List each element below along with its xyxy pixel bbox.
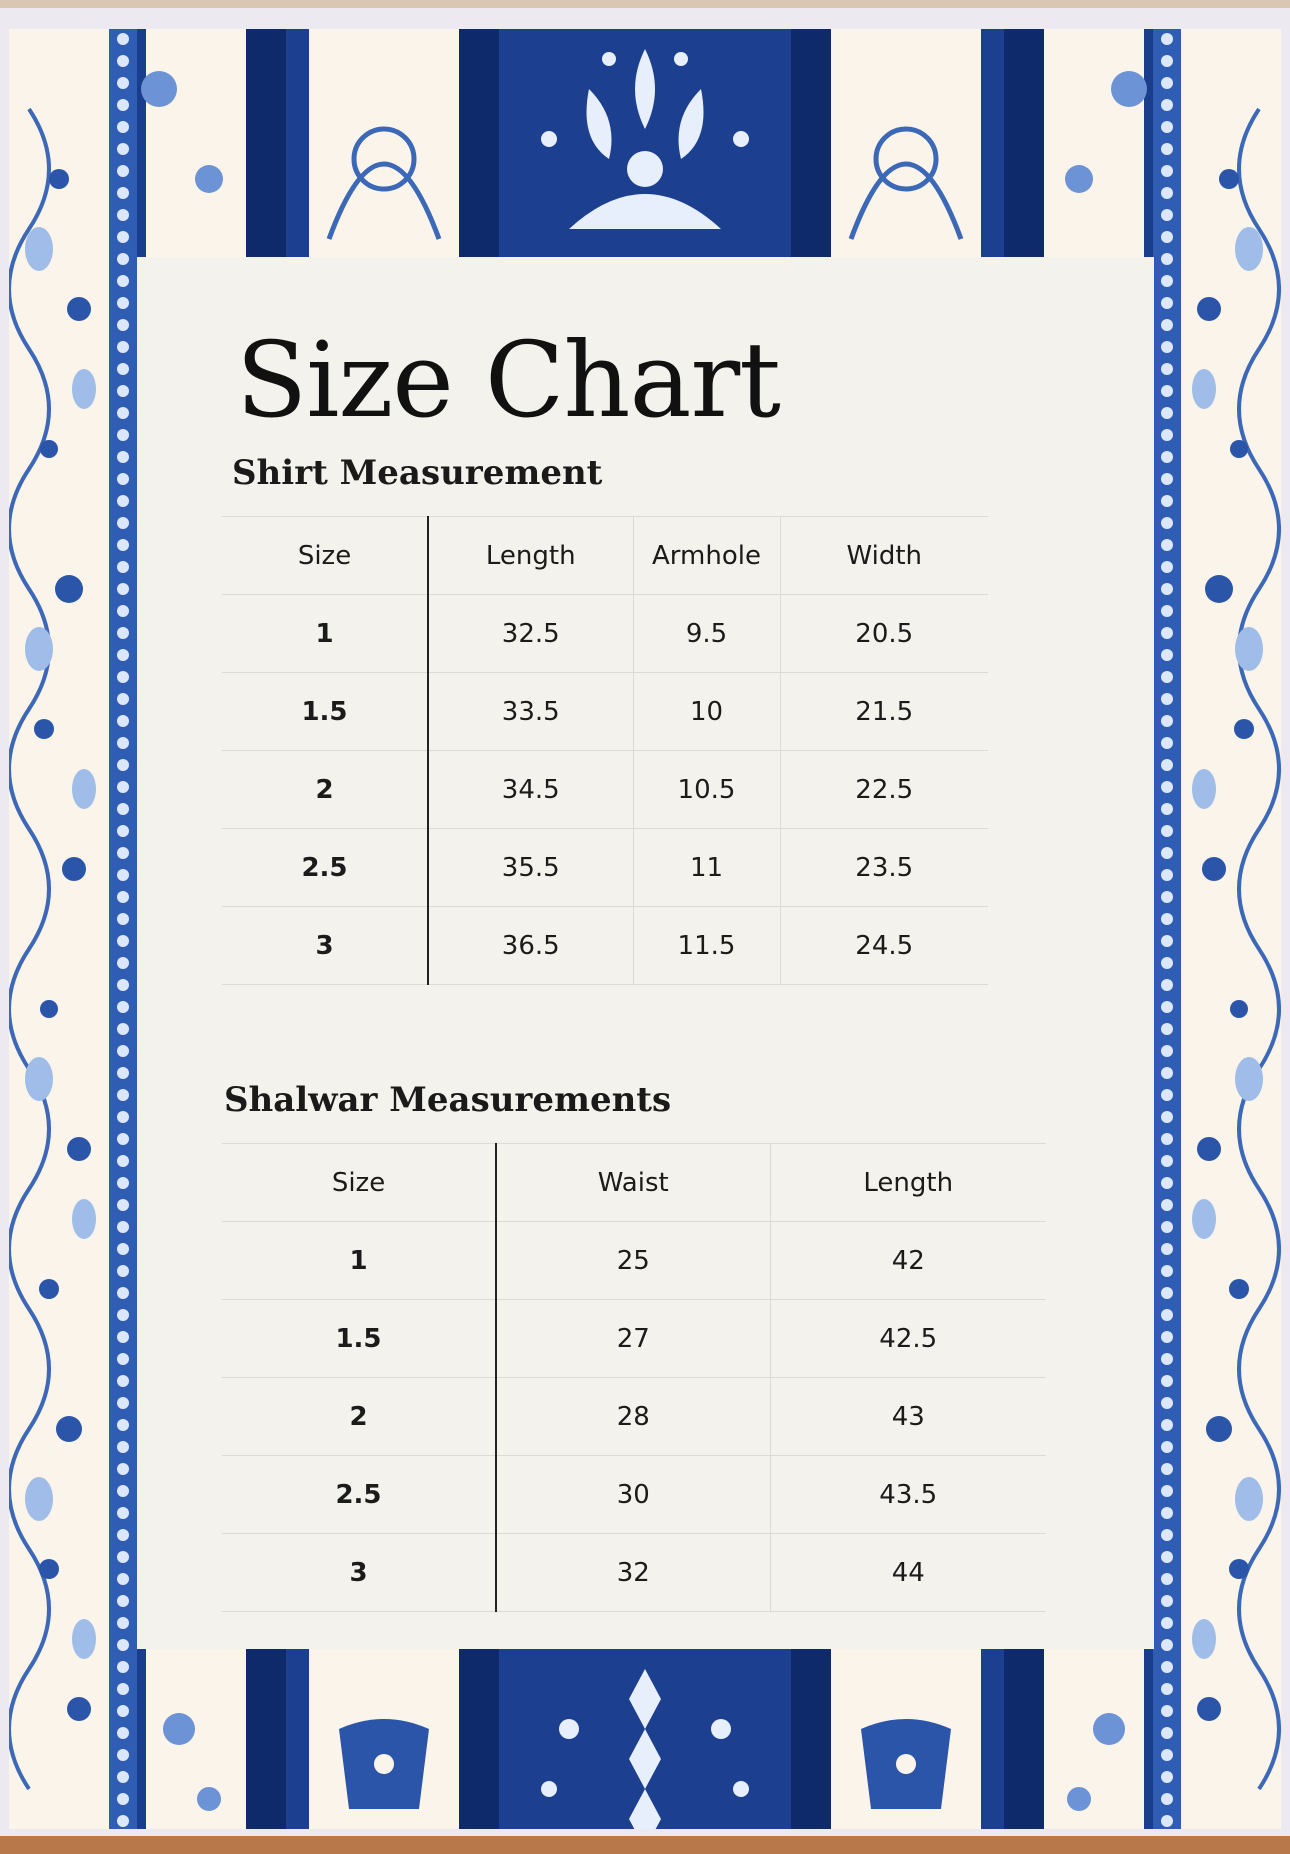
bead-dot xyxy=(117,165,129,177)
column-header: Armhole xyxy=(633,517,780,595)
bead-dot xyxy=(117,715,129,727)
bead-dot xyxy=(1161,1639,1173,1651)
bead-dot xyxy=(1161,1221,1173,1233)
shirt-measurement-table xyxy=(222,516,988,985)
bead-dot xyxy=(1161,1199,1173,1211)
bead-dot xyxy=(117,1243,129,1255)
size-cell: 1.5 xyxy=(222,673,428,751)
bead-dot xyxy=(1161,957,1173,969)
bead-dot xyxy=(117,1683,129,1695)
value-cell: 36.5 xyxy=(428,907,633,985)
bead-dot xyxy=(1161,627,1173,639)
value-cell: 21.5 xyxy=(780,673,988,751)
bead-dot xyxy=(1161,341,1173,353)
size-cell: 1 xyxy=(222,595,428,673)
top-floral-band xyxy=(141,29,1147,257)
bead-dot xyxy=(117,561,129,573)
bead-dot xyxy=(1161,1771,1173,1783)
bead-dot xyxy=(117,979,129,991)
column-header: Size xyxy=(222,1144,496,1222)
bead-dot xyxy=(1161,1419,1173,1431)
size-cell: 2.5 xyxy=(222,1456,496,1534)
table-row xyxy=(222,595,988,673)
size-cell: 3 xyxy=(222,907,428,985)
bead-dot xyxy=(117,1199,129,1211)
bead-dot xyxy=(1161,781,1173,793)
value-cell: 27 xyxy=(496,1300,770,1378)
bead-dot xyxy=(117,847,129,859)
value-cell: 35.5 xyxy=(428,829,633,907)
bead-dot xyxy=(1161,143,1173,155)
bead-dot xyxy=(1161,121,1173,133)
bead-dot xyxy=(117,957,129,969)
bead-dot xyxy=(1161,605,1173,617)
bead-dot xyxy=(117,341,129,353)
bead-dot xyxy=(117,1023,129,1035)
bead-dot xyxy=(1161,1507,1173,1519)
bead-dot xyxy=(117,539,129,551)
bead-dot xyxy=(1161,1749,1173,1761)
value-cell: 34.5 xyxy=(428,751,633,829)
size-cell: 2.5 xyxy=(222,829,428,907)
value-cell: 32 xyxy=(496,1534,770,1612)
bead-dot xyxy=(1161,99,1173,111)
bead-dot xyxy=(117,1265,129,1277)
size-cell: 1.5 xyxy=(222,1300,496,1378)
bead-dot xyxy=(1161,1089,1173,1101)
bead-dot xyxy=(1161,869,1173,881)
value-cell: 24.5 xyxy=(780,907,988,985)
bead-dot xyxy=(1161,407,1173,419)
table-row xyxy=(222,751,988,829)
bead-dot xyxy=(117,1529,129,1541)
bead-dot xyxy=(1161,319,1173,331)
column-header: Width xyxy=(780,517,988,595)
value-cell: 28 xyxy=(496,1378,770,1456)
bead-dot xyxy=(1161,231,1173,243)
bead-dot xyxy=(117,1727,129,1739)
bead-dot xyxy=(117,913,129,925)
shalwar-heading: Shalwar Measurements xyxy=(224,1080,672,1120)
bead-dot xyxy=(1161,209,1173,221)
bead-dot xyxy=(1161,77,1173,89)
bead-dot xyxy=(1161,1617,1173,1629)
table-row xyxy=(222,829,988,907)
bead-dot xyxy=(117,1133,129,1145)
bead-dot xyxy=(1161,803,1173,815)
value-cell: 32.5 xyxy=(428,595,633,673)
bead-dot xyxy=(117,1441,129,1453)
bead-dot xyxy=(1161,1155,1173,1167)
table-header-row xyxy=(222,517,988,595)
bead-dot xyxy=(1161,715,1173,727)
value-cell: 25 xyxy=(496,1222,770,1300)
bead-dot xyxy=(117,803,129,815)
bead-dot xyxy=(117,1177,129,1189)
value-cell: 11 xyxy=(633,829,780,907)
bead-dot xyxy=(117,209,129,221)
value-cell: 11.5 xyxy=(633,907,780,985)
bead-dot xyxy=(1161,1661,1173,1673)
value-cell: 30 xyxy=(496,1456,770,1534)
bead-dot xyxy=(117,495,129,507)
bead-dot xyxy=(117,627,129,639)
value-cell: 23.5 xyxy=(780,829,988,907)
table-row xyxy=(222,673,988,751)
bead-dot xyxy=(1161,583,1173,595)
bead-dot xyxy=(117,407,129,419)
bead-dot xyxy=(117,1397,129,1409)
bead-dot xyxy=(1161,1595,1173,1607)
bead-dot xyxy=(117,517,129,529)
bead-dot xyxy=(117,363,129,375)
bead-dot xyxy=(117,1617,129,1629)
bead-dot xyxy=(1161,473,1173,485)
bead-dot xyxy=(117,99,129,111)
bead-dot xyxy=(117,77,129,89)
bead-dot xyxy=(1161,297,1173,309)
bead-dot xyxy=(117,297,129,309)
value-cell: 20.5 xyxy=(780,595,988,673)
bead-dot xyxy=(117,33,129,45)
bead-dot xyxy=(117,1573,129,1585)
bead-dot xyxy=(117,1793,129,1805)
bead-dot xyxy=(117,583,129,595)
bead-dot xyxy=(117,1287,129,1299)
bead-dot xyxy=(117,649,129,661)
value-cell: 43 xyxy=(770,1378,1046,1456)
bead-dot xyxy=(1161,1287,1173,1299)
bead-dot xyxy=(117,473,129,485)
bead-dot xyxy=(117,1331,129,1343)
bead-dot xyxy=(117,605,129,617)
bead-dot xyxy=(1161,1001,1173,1013)
bead-dot xyxy=(1161,1265,1173,1277)
value-cell: 33.5 xyxy=(428,673,633,751)
value-cell: 10.5 xyxy=(633,751,780,829)
table-row xyxy=(222,1534,1046,1612)
bead-dot xyxy=(117,429,129,441)
bead-dot xyxy=(117,671,129,683)
bead-dot xyxy=(117,737,129,749)
bead-dot xyxy=(117,385,129,397)
bead-dot xyxy=(1161,891,1173,903)
bead-dot xyxy=(1161,253,1173,265)
bead-dot xyxy=(1161,1177,1173,1189)
bead-dot xyxy=(117,451,129,463)
bead-dot xyxy=(117,1419,129,1431)
bead-dot xyxy=(1161,451,1173,463)
bead-dot xyxy=(117,891,129,903)
bead-dot xyxy=(1161,1331,1173,1343)
bead-dot xyxy=(1161,1683,1173,1695)
bead-dot xyxy=(117,825,129,837)
bead-dot xyxy=(1161,1705,1173,1717)
bead-dot xyxy=(117,253,129,265)
bead-dot xyxy=(1161,935,1173,947)
bead-dot xyxy=(1161,1309,1173,1321)
table-row xyxy=(222,1222,1046,1300)
bead-dot xyxy=(117,1111,129,1123)
bead-dot xyxy=(117,1375,129,1387)
bead-dot xyxy=(1161,1573,1173,1585)
bead-dot xyxy=(1161,1551,1173,1563)
bead-dot xyxy=(117,275,129,287)
bead-dot xyxy=(1161,561,1173,573)
bead-dot xyxy=(1161,1727,1173,1739)
shalwar-measurement-table xyxy=(222,1143,1046,1612)
bead-dot xyxy=(1161,385,1173,397)
bead-dot xyxy=(1161,1441,1173,1453)
bead-dot xyxy=(117,1089,129,1101)
bead-dot xyxy=(117,1705,129,1717)
bead-dot xyxy=(1161,1485,1173,1497)
bead-dot xyxy=(1161,495,1173,507)
bead-dot xyxy=(1161,55,1173,67)
bead-dot xyxy=(117,319,129,331)
bead-dot xyxy=(1161,1111,1173,1123)
table-header-row xyxy=(222,1144,1046,1222)
table-row xyxy=(222,1456,1046,1534)
bead-dot xyxy=(1161,1023,1173,1035)
bead-dot xyxy=(1161,517,1173,529)
table-row xyxy=(222,1300,1046,1378)
bead-dot xyxy=(1161,1375,1173,1387)
value-cell: 42.5 xyxy=(770,1300,1046,1378)
column-header: Length xyxy=(428,517,633,595)
bead-dot xyxy=(1161,1397,1173,1409)
bead-dot xyxy=(117,55,129,67)
bead-dot xyxy=(117,1771,129,1783)
table-row xyxy=(222,907,988,985)
bead-dot xyxy=(1161,1067,1173,1079)
bead-dot xyxy=(117,1639,129,1651)
bead-dot xyxy=(1161,363,1173,375)
bead-dot xyxy=(1161,165,1173,177)
bead-dot xyxy=(1161,847,1173,859)
bead-dot xyxy=(1161,737,1173,749)
bead-dot xyxy=(1161,187,1173,199)
bead-dot xyxy=(1161,1529,1173,1541)
bead-dot xyxy=(117,1001,129,1013)
bead-dot xyxy=(1161,429,1173,441)
column-header: Length xyxy=(770,1144,1046,1222)
value-cell: 44 xyxy=(770,1534,1046,1612)
page-title: Size Chart xyxy=(236,319,780,441)
bead-dot xyxy=(1161,33,1173,45)
bead-dot xyxy=(1161,913,1173,925)
column-header: Waist xyxy=(496,1144,770,1222)
bead-dot xyxy=(1161,275,1173,287)
bead-dot xyxy=(1161,759,1173,771)
bead-dot xyxy=(1161,1243,1173,1255)
column-header: Size xyxy=(222,517,428,595)
bead-dot xyxy=(117,1463,129,1475)
value-cell: 43.5 xyxy=(770,1456,1046,1534)
size-cell: 2 xyxy=(222,751,428,829)
bead-dot xyxy=(1161,693,1173,705)
bead-dot xyxy=(117,1221,129,1233)
bead-dot xyxy=(1161,979,1173,991)
bead-dot xyxy=(117,1815,129,1827)
value-cell: 9.5 xyxy=(633,595,780,673)
bead-dot xyxy=(117,1045,129,1057)
bead-dot xyxy=(1161,1133,1173,1145)
bead-dot xyxy=(117,1551,129,1563)
bead-dot xyxy=(117,1155,129,1167)
bead-dot xyxy=(1161,1793,1173,1805)
bead-dot xyxy=(1161,825,1173,837)
bead-dot xyxy=(117,121,129,133)
bead-dot xyxy=(117,1309,129,1321)
bead-dot xyxy=(117,693,129,705)
bottom-floral-band xyxy=(146,1649,1144,1829)
bead-dot xyxy=(1161,649,1173,661)
table-row xyxy=(222,1378,1046,1456)
bead-dot xyxy=(117,759,129,771)
bead-dot xyxy=(117,1067,129,1079)
bead-dot xyxy=(117,231,129,243)
bead-dot xyxy=(1161,539,1173,551)
shirt-heading: Shirt Measurement xyxy=(232,453,603,493)
top-photo-edge xyxy=(0,0,1290,8)
left-floral-border xyxy=(9,29,109,1829)
bead-dot xyxy=(117,1661,129,1673)
size-cell: 2 xyxy=(222,1378,496,1456)
bead-dot xyxy=(117,1485,129,1497)
bead-dot xyxy=(117,781,129,793)
bead-dot xyxy=(117,143,129,155)
bead-dot xyxy=(117,1507,129,1519)
bottom-photo-edge xyxy=(0,1836,1290,1854)
bead-dot xyxy=(1161,1815,1173,1827)
value-cell: 22.5 xyxy=(780,751,988,829)
value-cell: 42 xyxy=(770,1222,1046,1300)
bead-dot xyxy=(117,1595,129,1607)
bead-dot xyxy=(117,1353,129,1365)
bead-dot xyxy=(117,869,129,881)
bead-dot xyxy=(1161,1045,1173,1057)
bead-dot xyxy=(117,1749,129,1761)
value-cell: 10 xyxy=(633,673,780,751)
right-floral-border xyxy=(1181,29,1281,1829)
bead-dot xyxy=(1161,1463,1173,1475)
bead-dot xyxy=(117,187,129,199)
size-cell: 1 xyxy=(222,1222,496,1300)
bead-dot xyxy=(117,935,129,947)
bead-dot xyxy=(1161,671,1173,683)
size-cell: 3 xyxy=(222,1534,496,1612)
bead-dot xyxy=(1161,1353,1173,1365)
